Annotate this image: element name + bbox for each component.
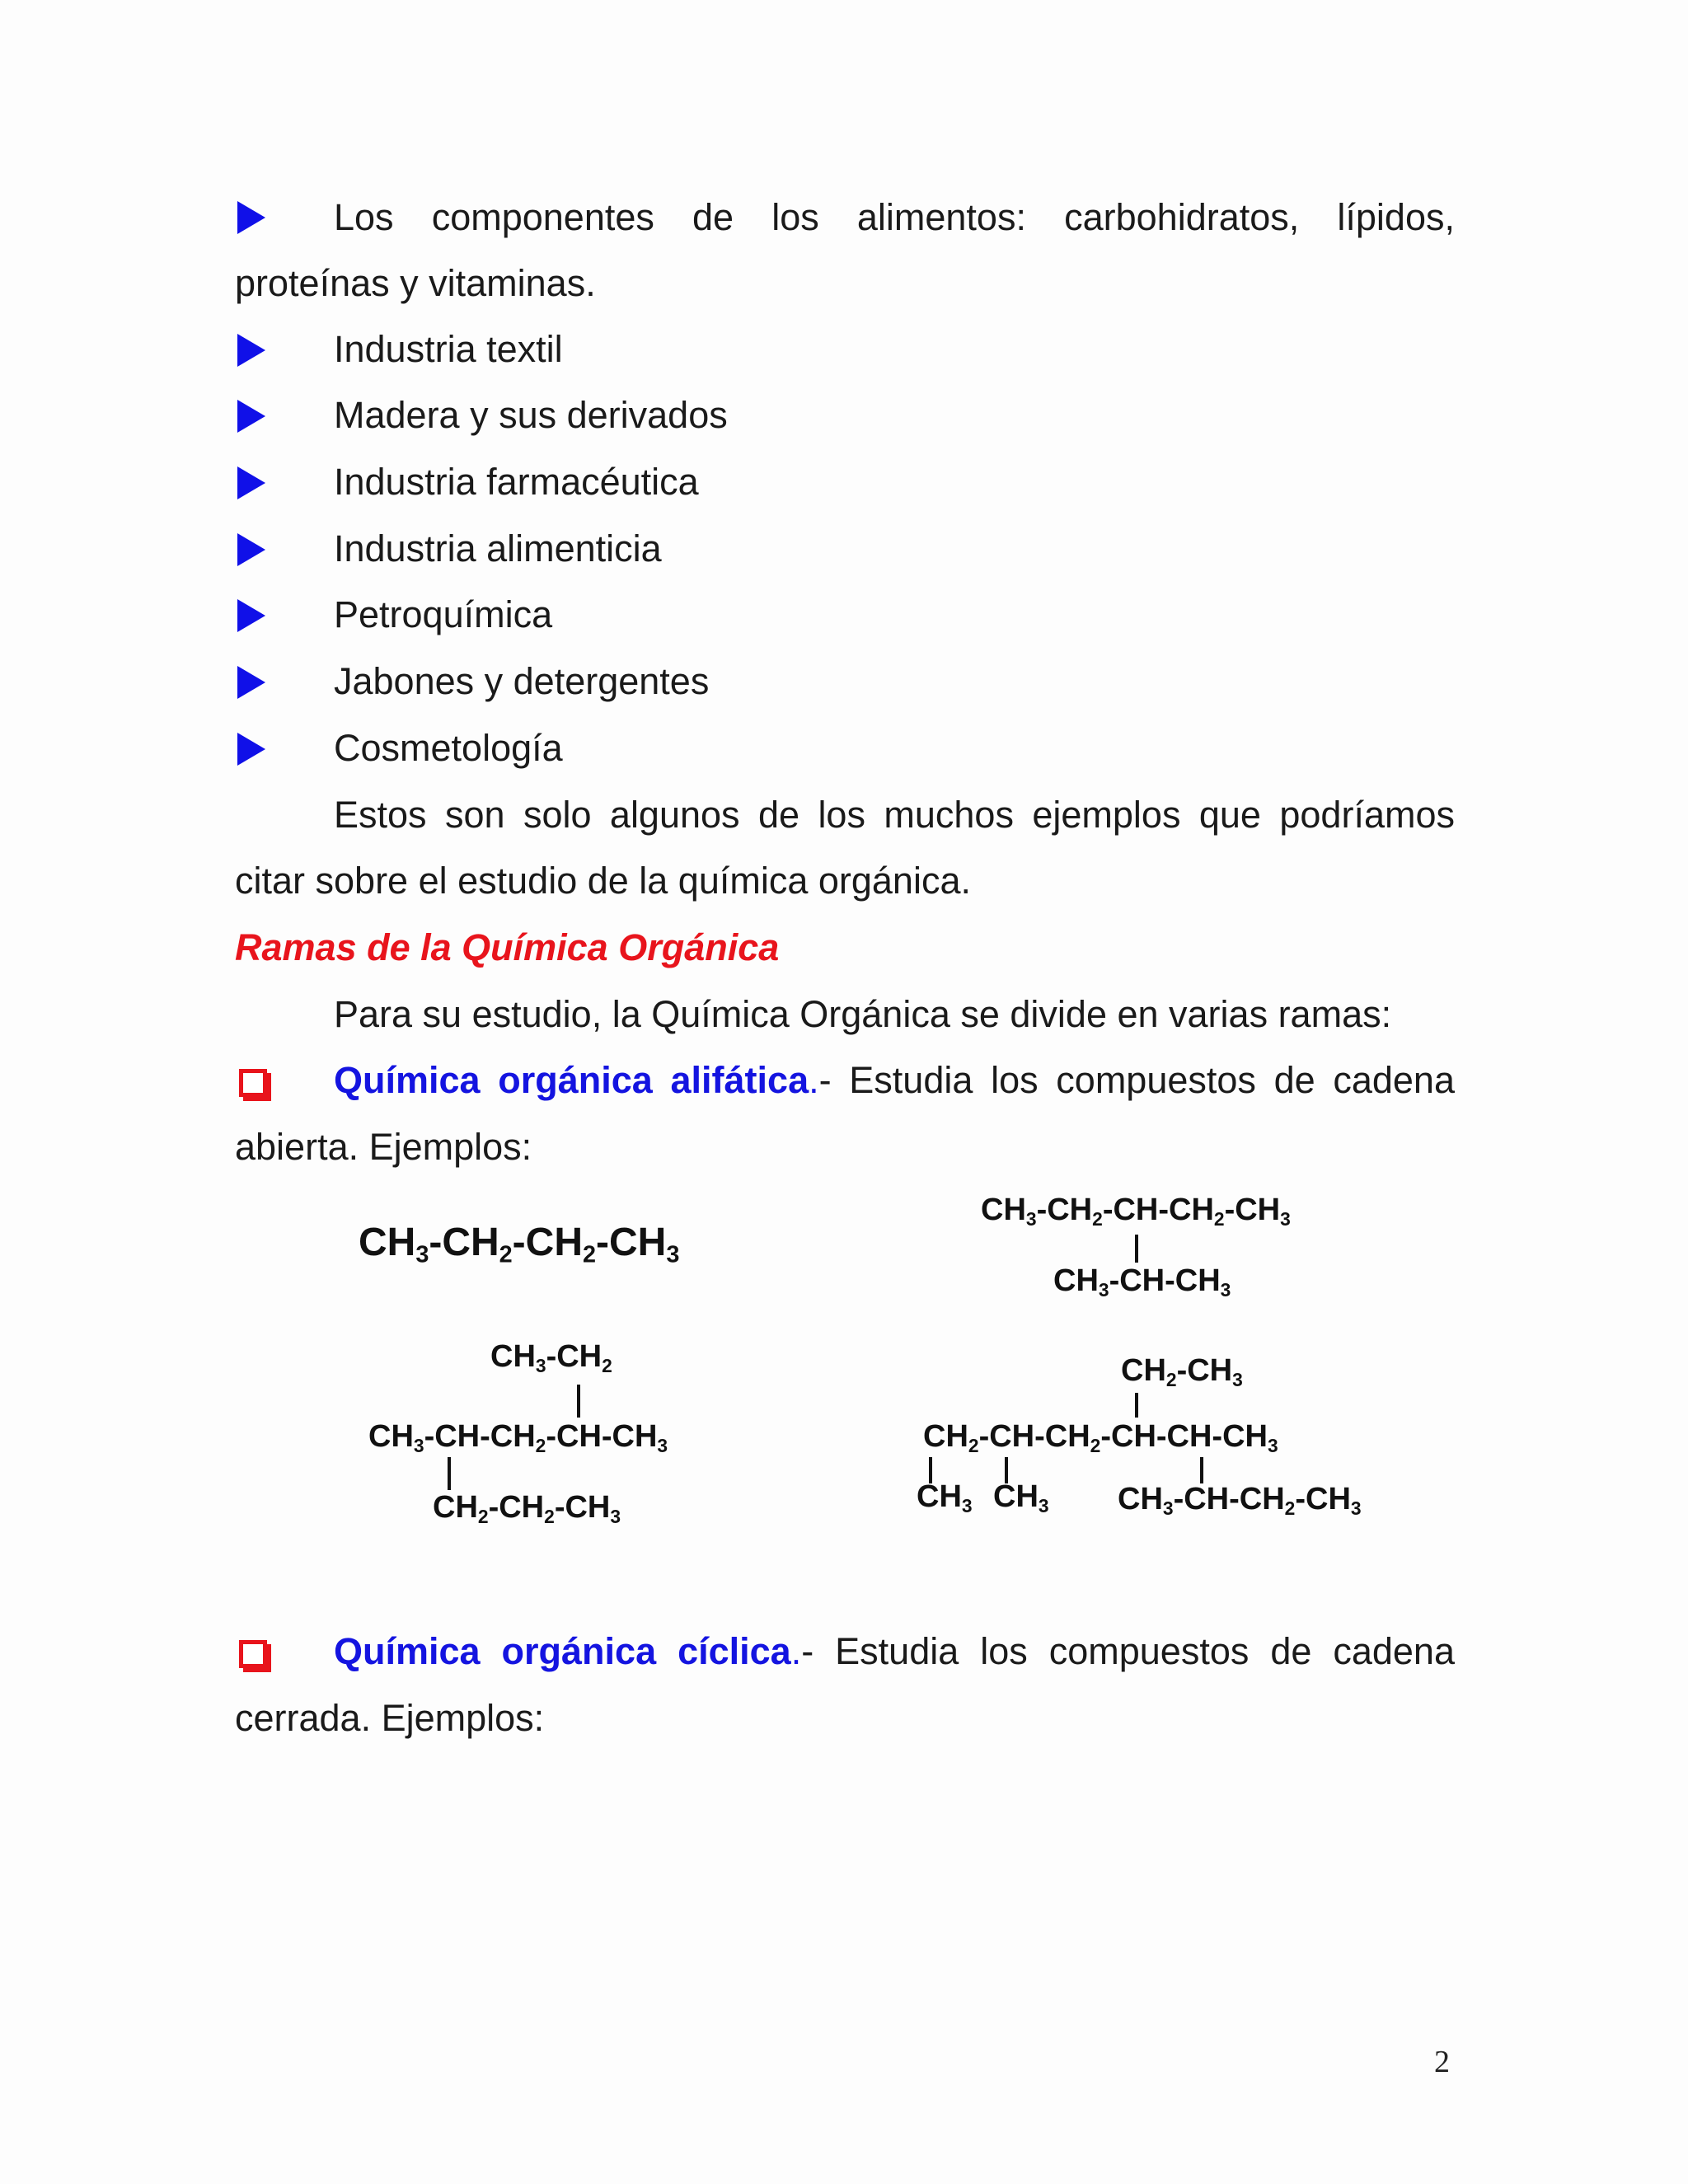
bond-line bbox=[448, 1457, 451, 1490]
branch-aliphatic-line1 bbox=[334, 1057, 1455, 1104]
paragraph-line-2: citar sobre el estudio de la química orgánica. bbox=[235, 860, 971, 902]
bullet-item-8: Cosmetología bbox=[334, 727, 563, 769]
branch-cyclic-title: Química orgánica cíclica bbox=[334, 1630, 791, 1672]
intro-text: Para su estudio, la Química Orgánica se divide en varias ramas: bbox=[334, 993, 1392, 1035]
formula-2-main: $CH_3-CH_2-CH-CH_2-CH_3$ bbox=[981, 1193, 1291, 1230]
paragraph-line-1: Estos son solo algunos de los muchos ejemplos que podríamos bbox=[334, 794, 1455, 836]
branch-cyclic-line1 bbox=[334, 1629, 1455, 1675]
branch-cyclic-desc: - Estudia los compuestos de cadena bbox=[801, 1630, 1455, 1672]
bond-line bbox=[1200, 1457, 1203, 1483]
shadowed-box-icon bbox=[239, 1640, 267, 1668]
right-triangle-icon bbox=[237, 334, 265, 367]
bullet-item-7: Jabones y detergentes bbox=[334, 660, 710, 702]
right-triangle-icon bbox=[237, 466, 265, 499]
branch-cyclic-period: . bbox=[790, 1630, 802, 1672]
branch-aliphatic-desc: - Estudia los compuestos de cadena bbox=[818, 1059, 1455, 1101]
formula-3-top: $CH_3-CH_2$ bbox=[490, 1339, 612, 1376]
formula-3-bottom: $CH_2-CH_2-CH_3$ bbox=[433, 1490, 621, 1527]
bond-line bbox=[577, 1385, 580, 1418]
bullet-item-2: Industria textil bbox=[334, 328, 563, 370]
bullet-item-5: Industria alimenticia bbox=[334, 527, 662, 569]
branch-aliphatic-period: . bbox=[809, 1059, 819, 1101]
right-triangle-icon bbox=[237, 400, 265, 433]
bullet-item-3: Madera y sus derivados bbox=[334, 394, 728, 436]
right-triangle-icon bbox=[237, 733, 265, 766]
formula-4-branch-1: $CH_3$ bbox=[917, 1479, 973, 1516]
formula-3-main: $CH_3-CH-CH_2-CH-CH_3$ bbox=[368, 1419, 668, 1456]
bullet-item-1-line2: proteínas y vitaminas. bbox=[235, 262, 596, 304]
bullet-item-4: Industria farmacéutica bbox=[334, 461, 699, 503]
formula-4-top: $CH_2-CH_3$ bbox=[1121, 1353, 1243, 1390]
branch-aliphatic-title: Química orgánica alifática bbox=[334, 1059, 809, 1101]
formula-4-branch-2: $CH_3$ bbox=[993, 1479, 1049, 1516]
section-heading: Ramas de la Química Orgánica bbox=[235, 926, 780, 968]
bond-line bbox=[1135, 1393, 1138, 1418]
branch-aliphatic-line2: abierta. Ejemplos: bbox=[235, 1126, 532, 1168]
bullet-item-6: Petroquímica bbox=[334, 593, 553, 635]
formula-2-branch: $CH_3-CH-CH_3$ bbox=[1053, 1263, 1231, 1301]
formula-butane: $CH_3-CH_2-CH_2-CH_3$ bbox=[359, 1221, 680, 1268]
formula-4-main: $CH_2-CH-CH_2-CH-CH-CH_3$ bbox=[923, 1419, 1278, 1456]
bullet-item-1-line1: Los componentes de los alimentos: carbohidratos, lípidos, bbox=[334, 196, 1455, 238]
right-triangle-icon bbox=[237, 201, 265, 234]
page-number: 2 bbox=[1434, 2045, 1450, 2079]
shadowed-box-icon bbox=[239, 1069, 267, 1097]
right-triangle-icon bbox=[237, 533, 265, 566]
formula-4-branch-3: $CH_3-CH-CH_2-CH_3$ bbox=[1118, 1482, 1362, 1519]
bond-line bbox=[1135, 1235, 1138, 1263]
right-triangle-icon bbox=[237, 599, 265, 632]
branch-cyclic-line2: cerrada. Ejemplos: bbox=[235, 1697, 545, 1739]
right-triangle-icon bbox=[237, 666, 265, 699]
